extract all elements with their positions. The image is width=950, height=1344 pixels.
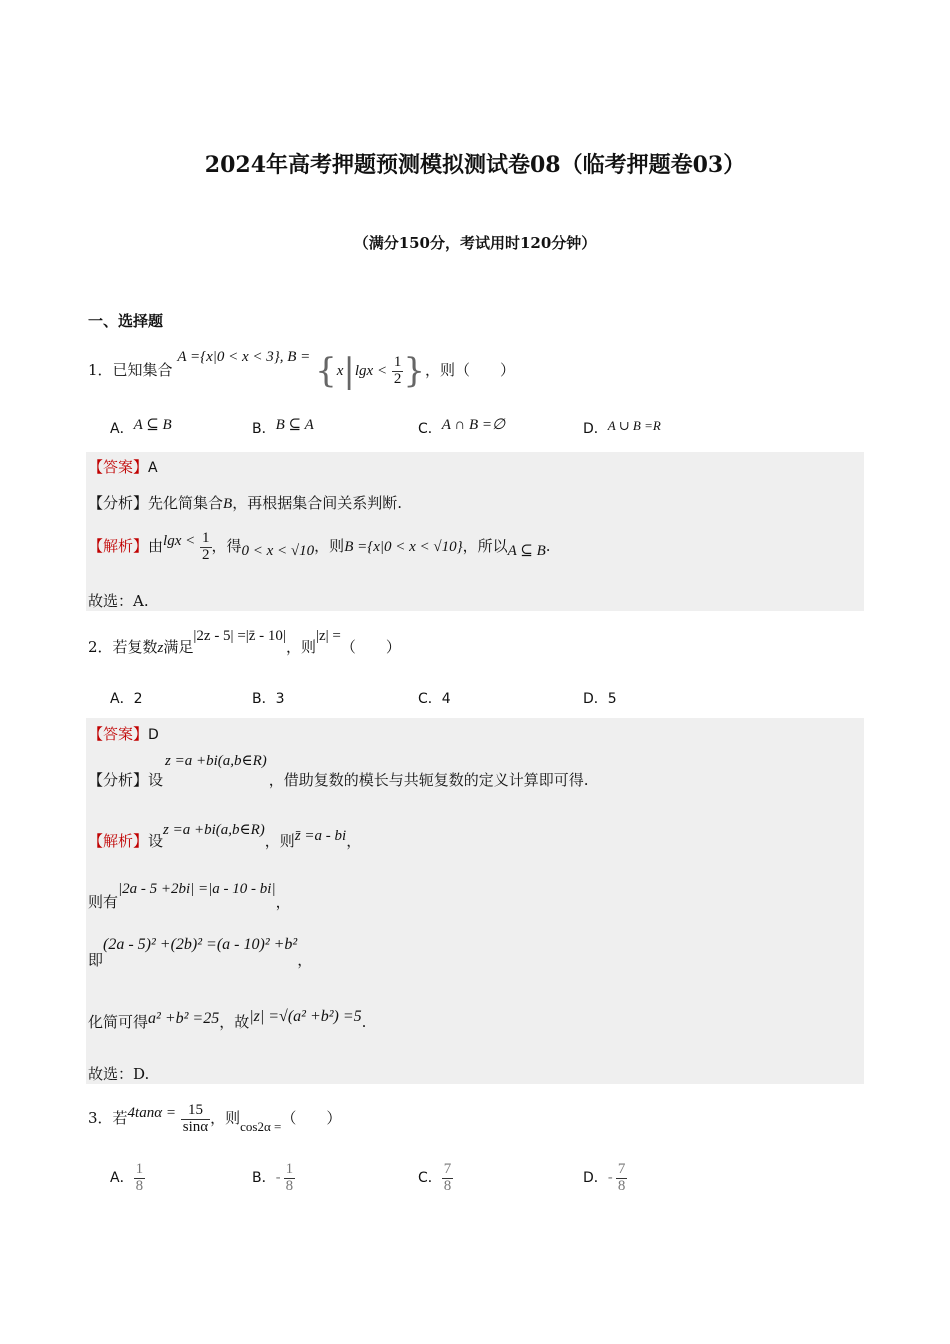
q1-choose: 故选：A. xyxy=(88,592,149,610)
q1-option-d[interactable]: D．A ∪ B =R xyxy=(583,418,661,437)
q1-fraction: $\frac{1}{2}$ xyxy=(393,353,402,387)
q1-number: 1．已知集合 xyxy=(88,361,173,379)
q2-choose: 故选：D. xyxy=(88,1065,150,1083)
q2-step-1: 则有|2a - 5 +2bi| =|a - 10 - bi|， xyxy=(88,881,291,911)
q2-option-d[interactable]: D．5 xyxy=(583,691,617,707)
q2-option-b[interactable]: B．3 xyxy=(252,691,285,707)
q1-tail: ，则（ ） xyxy=(425,361,516,379)
q2-option-a[interactable]: A．2 xyxy=(110,691,143,707)
q3-option-a[interactable]: A． $\frac{1}{8}$ xyxy=(110,1160,144,1194)
question-2: 2．若复数z满足|2z - 5| =|z̄ - 10|，则|z| =（ ） xyxy=(88,628,401,656)
q1-set-b-var: x xyxy=(336,363,344,379)
q1-solution: 【解析】由lgx < $\frac{1}{2}$ ，得0 < x < √10，则B ={x|0 < x < √10}，所以A ⊆ B. xyxy=(88,529,551,563)
q3-option-c[interactable]: C． $\frac{7}{8}$ xyxy=(418,1160,452,1194)
q2-option-c[interactable]: C．4 xyxy=(418,691,451,707)
q1-set-a: A ={x|0 < x < 3}, B = xyxy=(177,349,311,365)
q1-option-c[interactable]: C．A ∩ B =∅ xyxy=(418,417,506,437)
section-heading: 一、选择题 xyxy=(88,312,164,330)
page-title: 2024年高考押题预测模拟测试卷08（临考押题卷03） xyxy=(204,152,746,178)
q2-step-2: 即(2a - 5)² +(2b)² =(a - 10)² +b²， xyxy=(88,936,313,969)
q1-brace-right: } xyxy=(403,351,425,391)
q1-brace-left: { xyxy=(315,351,337,391)
q1-answer: 【答案】A xyxy=(88,458,158,476)
q1-analysis: 【分析】先化简集合B，再根据集合间关系判断. xyxy=(88,494,402,512)
q1-bar: | xyxy=(343,351,355,391)
question-3: 3．若4tanα = $\frac{15}{\sin\alpha}$ ，则cos2α =（ ） xyxy=(88,1101,342,1135)
q3-option-d[interactable]: D．- $\frac{7}{8}$ xyxy=(583,1160,626,1194)
q2-solution: 【解析】设z =a +bi(a,b∈R)，则z̄ =a - bi， xyxy=(88,822,362,850)
q2-answer: 【答案】D xyxy=(88,725,159,743)
q1-option-b[interactable]: B．B ⊆ A xyxy=(252,417,314,437)
q2-step-3: 化简可得a² +b² =25，故|z| =√(a² +b²) =5. xyxy=(88,1008,367,1031)
q2-analysis: 【分析】设z =a +bi(a,b∈R)，借助复数的模长与共轭复数的定义计算即可得. xyxy=(88,753,589,789)
q1-option-a[interactable]: A．A ⊆ B xyxy=(110,417,172,437)
exam-info: （满分150分，考试用时120分钟） xyxy=(353,234,597,252)
q3-option-b[interactable]: B．- $\frac{1}{8}$ xyxy=(252,1160,294,1194)
q1-set-b-cond: lgx < xyxy=(354,363,388,379)
question-1 xyxy=(88,350,515,390)
